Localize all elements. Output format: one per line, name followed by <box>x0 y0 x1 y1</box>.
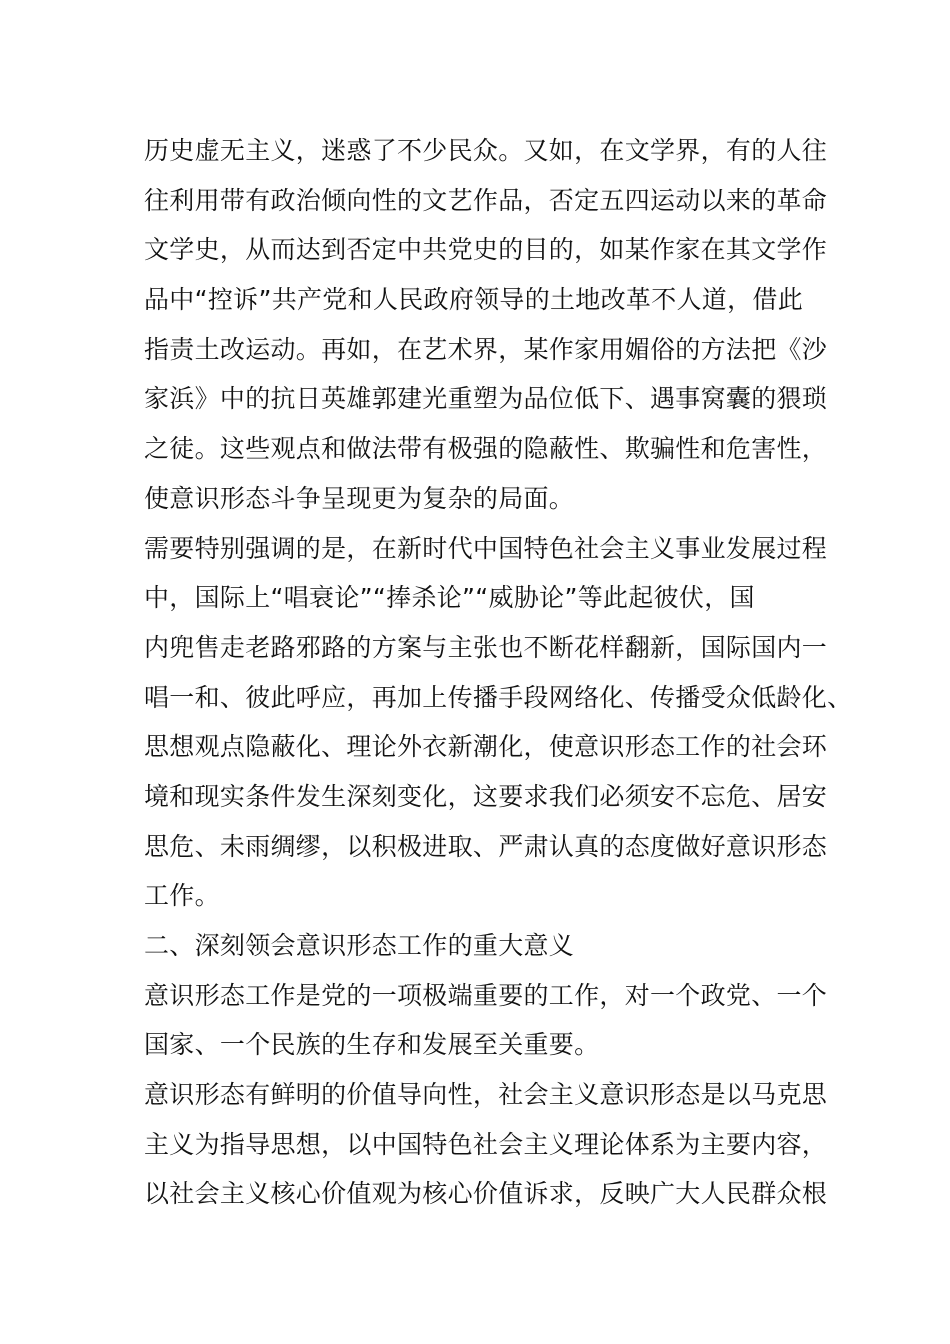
text-line: 品中“控诉”共产党和人民政府领导的土地改革不人道，借此 <box>144 285 804 315</box>
document-body <box>144 126 853 1219</box>
text-line: 主义为指导思想，以中国特色社会主义理论体系为主要内容， <box>144 1129 828 1159</box>
text-line: 思危、未雨绸缪，以积极进取、严肃认真的态度做好意识形态 <box>144 831 828 861</box>
text-line: 国家、一个民族的生存和发展至关重要。 <box>144 1030 600 1060</box>
text-line: 使意识形态斗争呈现更为复杂的局面。 <box>144 483 575 513</box>
text-line: 往利用带有政治倾向性的文艺作品，否定五四运动以来的革命 <box>144 185 828 215</box>
text-line: 意识形态工作是党的一项极端重要的工作，对一个政党、一个 <box>144 980 828 1010</box>
text-line: 历史虚无主义，迷惑了不少民众。又如，在文学界，有的人往 <box>144 136 828 165</box>
text-line: 指责土改运动。再如，在艺术界，某作家用媚俗的方法把《沙 <box>144 334 828 364</box>
text-line: 家浜》中的抗日英雄郭建光重塑为品位低下、遇事窝囊的猥琐 <box>144 384 828 414</box>
text-line: 思想观点隐蔽化、理论外衣新潮化，使意识形态工作的社会环 <box>144 732 828 762</box>
section-heading: 二、深刻领会意识形态工作的重大意义 <box>144 931 575 960</box>
text-line: 意识形态有鲜明的价值导向性，社会主义意识形态是以马克思 <box>144 1080 828 1110</box>
text-line: 中，国际上“唱衰论”“捧杀论”“威胁论”等此起彼伏，国 <box>144 583 755 613</box>
text-line: 以社会主义核心价值观为核心价值诉求，反映广大人民群众根 <box>144 1179 828 1209</box>
text-line: 需要特别强调的是，在新时代中国特色社会主义事业发展过程 <box>144 533 828 563</box>
text-line: 文学史，从而达到否定中共党史的目的，如某作家在其文学作 <box>144 235 828 265</box>
text-line: 内兜售走老路邪路的方案与主张也不断花样翻新，国际国内一 <box>144 632 828 662</box>
text-line: 工作。 <box>144 881 220 911</box>
text-line: 境和现实条件发生深刻变化，这要求我们必须安不忘危、居安 <box>144 781 828 811</box>
text-line: 唱一和、彼此呼应，再加上传播手段网络化、传播受众低龄化、 <box>144 682 853 712</box>
text-line: 之徒。这些观点和做法带有极强的隐蔽性、欺骗性和危害性， <box>144 434 828 464</box>
